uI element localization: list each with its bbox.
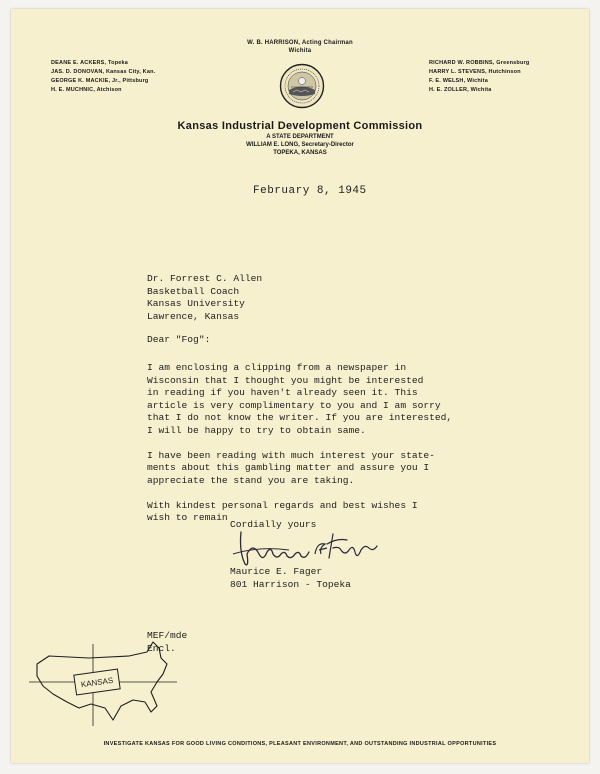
commission-block [11,119,589,157]
member-name: H. E. ZOLLER, Wichita [429,87,492,93]
recipient-address [147,273,262,323]
member-name: JAS. D. DONOVAN, Kansas City, Kan. [51,69,156,75]
typist-initials: MEF/mde [147,630,188,641]
member-name: GEORGE K. MACKIE, Jr., Pittsburg [51,78,149,84]
letter-date: February 8, 1945 [253,185,367,197]
enclosure-note: Encl. [147,642,176,654]
member-name: RICHARD W. ROBBINS, Greensburg [429,60,530,66]
body-paragraph: I have been reading with much interest your state- ments about this gambling matter and assure you I appreciate the stand you are taking. [147,449,435,486]
address-line: Lawrence, Kansas [147,310,240,322]
address-line: Basketball Coach [147,285,240,297]
chairman-block [11,39,589,55]
director-line: WILLIAM E. LONG, Secretary-Director [246,142,354,148]
signer-block [230,566,351,591]
chairman-name: W. B. HARRISON, Acting Chairman [247,40,353,46]
left-members-list [51,59,155,95]
city-line: TOPEKA, KANSAS [273,150,327,156]
department-line: A STATE DEPARTMENT [266,134,334,140]
salutation: Dear "Fog": [147,334,211,345]
address-line: Kansas University [147,298,245,309]
commission-subtitle [11,133,589,157]
state-seal-icon [279,63,325,109]
map-label: KANSAS [80,675,114,690]
member-name: HARRY L. STEVENS, Hutchinson [429,69,521,75]
letter-page [11,9,589,763]
body-paragraph: I am enclosing a clipping from a newspaper in Wisconsin that I thought you might be interested in reading if you haven't already seen it. This article is very complimentary to you and I am sorry that I do not know the writer. If you are interested, I will be happy to try to obtain same. [147,362,453,436]
address-line: Dr. Forrest C. Allen [147,273,263,284]
member-name: H. E. MUCHNIC, Atchison [51,87,122,93]
closing: Cordially yours [230,519,317,530]
commission-name: Kansas Industrial Development Commission [177,120,423,132]
signer-name: Maurice E. Fager [230,566,323,577]
footer-slogan: INVESTIGATE KANSAS FOR GOOD LIVING CONDITIONS, PLEASANT ENVIRONMENT, AND OUTSTANDING INDUSTRIAL OPPORTUNITIES [103,741,497,747]
chairman-city: Wichita [288,48,312,54]
member-name: F. E. WELSH, Wichita [429,78,488,84]
member-name: DEANE E. ACKERS, Topeka [51,60,129,66]
body-paragraph: With kindest personal regards and best wishes I wish to remain [147,499,418,523]
right-members-list [429,59,529,95]
signer-address: 801 Harrison - Topeka [230,578,351,590]
us-map-icon [29,634,179,734]
letter-body [147,362,467,537]
